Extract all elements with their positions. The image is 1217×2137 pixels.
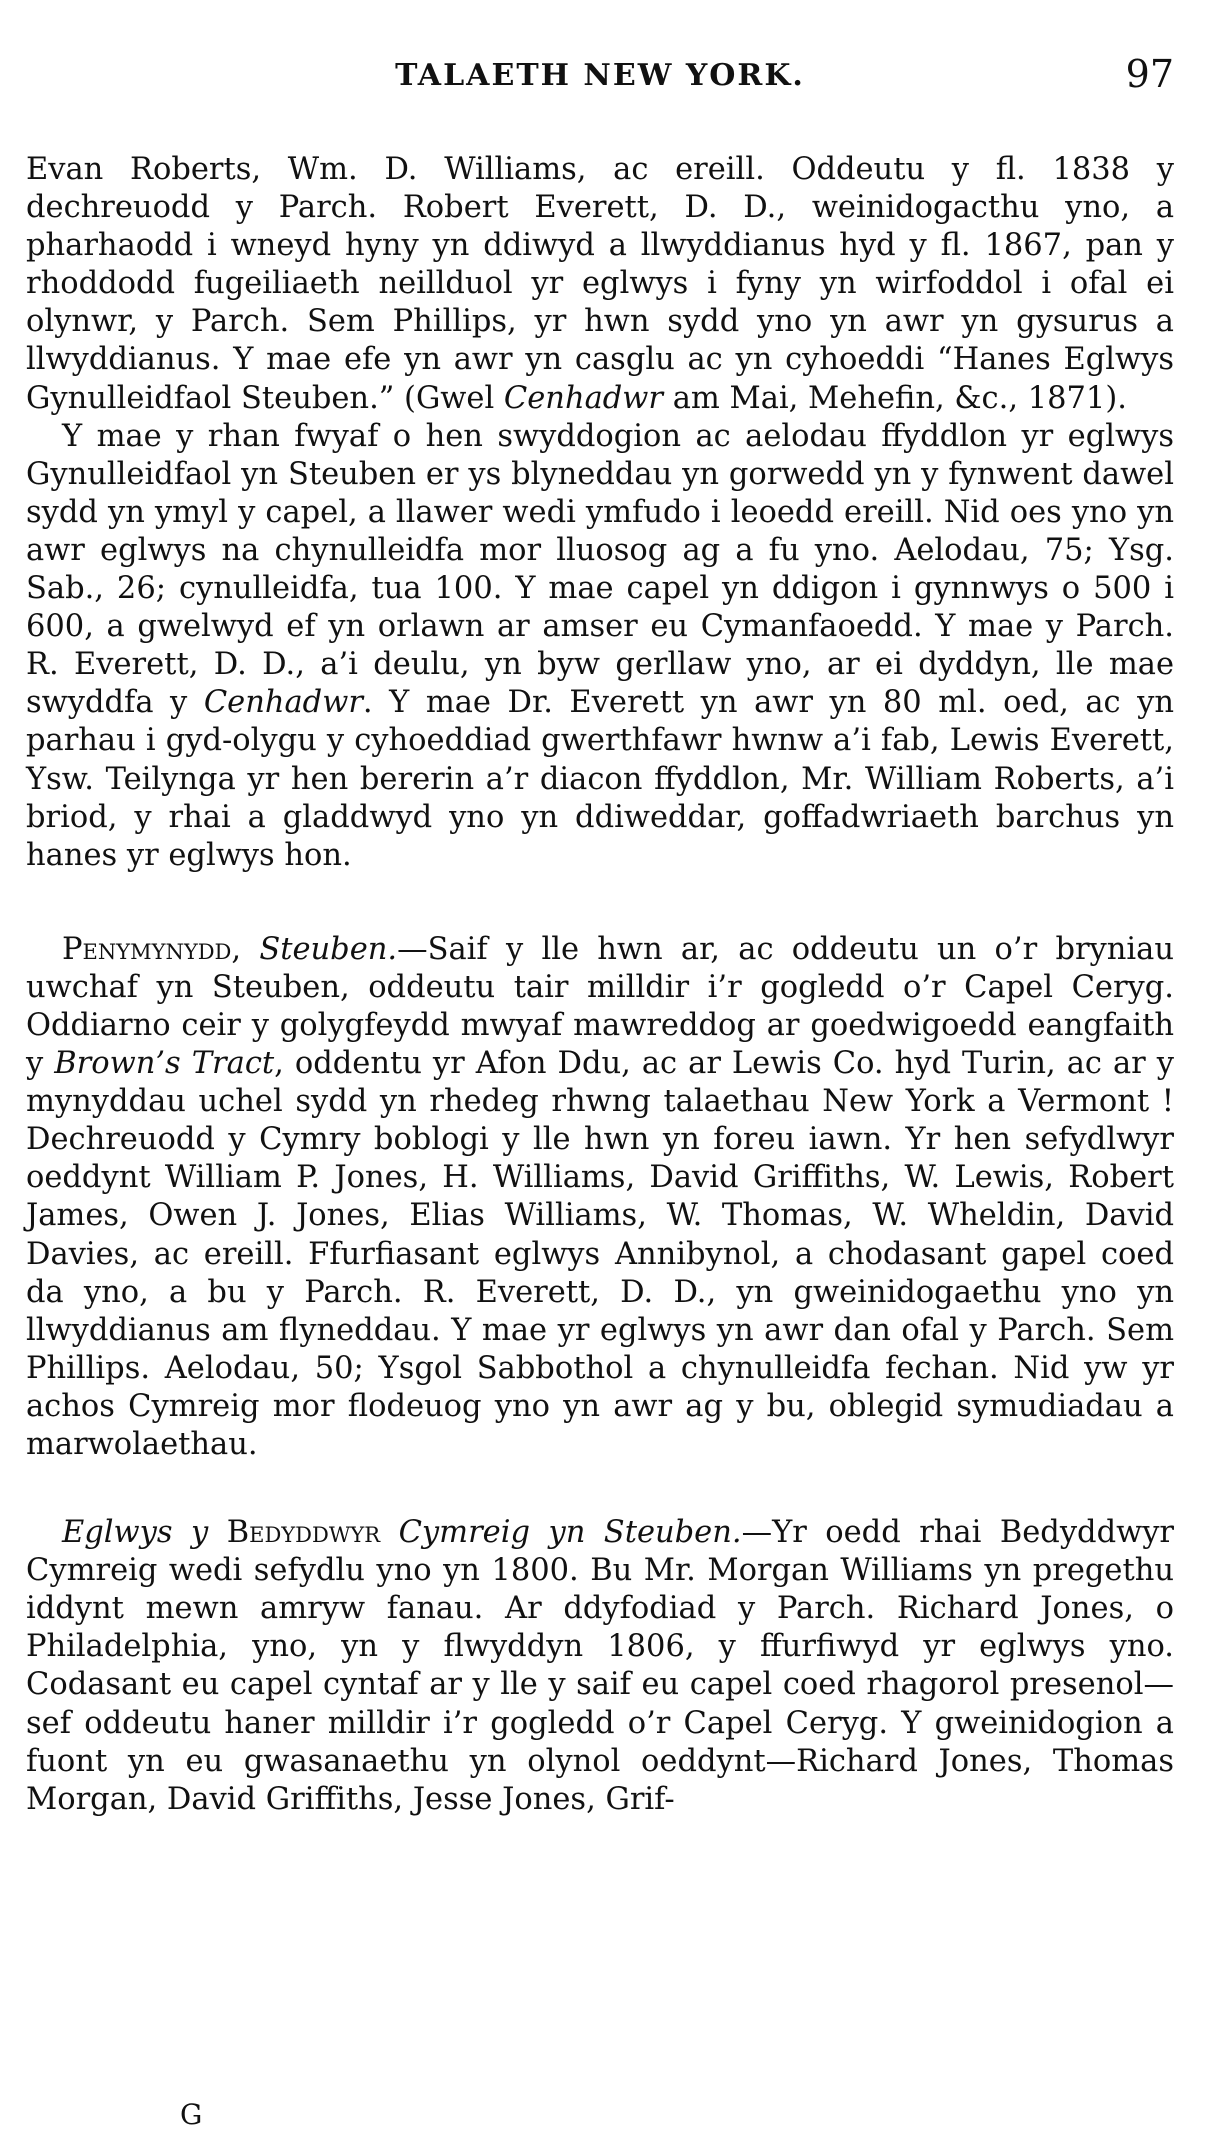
section-heading-suffix: Cymreig yn Steuben. [398, 1515, 742, 1551]
paragraph-text: , oddentu yr Afon Ddu, ac ar Lewis Co. hyd Turin, ac ar y mynyddau uchel sydd yn rhedeg rhwng talaethau New York a Vermont ! Dechreuodd y Cymry boblogi y lle hwn yn foreu iawn. Yr hen sefydlwyr oeddynt William P. Jones, H. Williams, David Griffiths, W. Lewis, Robert James, Owen J. Jones, Elias Williams, W. Thomas, W. Wheldin, David Davies, ac ereill. Ffurfiasant eglwys Annibynol, a chodasant gapel coed da yno, a bu y Parch. R. Everett, D. D., yn gweinidogaethu yno yn llwyddianus am flyneddau. Y mae yr eglwys yn awr dan ofal y Parch. Sem Phillips. Aelodau, 50; Ysgol Sabbothol a chynulleidfa fechan. Nid yw yr achos Cymreig mor flodeuog yno yn awr ag y bu, oblegid symudiadau a marwolaethau. [26, 1046, 1174, 1462]
paragraph-text: —Saif y lle hwn ar, ac oddeutu un o’r bryniau uwchaf yn Steuben, oddeutu tair milldir i’r gogledd o’r Capel Ceryg. Oddiarno ceir y golygfeydd mwyaf mawreddog ar goedwigoedd eangfaith y [26, 931, 1175, 1082]
section-bedyddwyr [26, 1514, 1174, 1819]
section-heading-prefix: Eglwys y [62, 1515, 227, 1551]
page-number: 97 [1125, 52, 1174, 96]
paragraph-text: , [231, 931, 260, 967]
section-gap [26, 875, 1174, 931]
paragraph-text: Evan Roberts, Wm. D. Williams, ac ereill. Oddeutu y fl. 1838 y dechreuodd y Parch. Robert Everett, D. D., weinidogacthu yno, a pharhaodd i wneyd hyny yn ddiwyd a llwyddianus hyd y fl. 1867, pan y rhoddodd fugeiliaeth neillduol yr eglwys i fyny yn wirfoddol i ofal ei olynwr, y Parch. Sem Phillips, yr hwn sydd yno yn awr yn gysurus a llwyddianus. Y mae efe yn awr yn casglu ac yn cyhoeddi “Hanes Eglwys Gynulleidfaol Steuben.” (Gwel [26, 152, 1174, 416]
running-head [26, 52, 1174, 102]
paragraph-text [380, 1515, 398, 1550]
section-gap [26, 1464, 1174, 1514]
paragraph-text: . Y mae Dr. Everett yn awr yn 80 ml. oed, ac yn parhau i gyd-olygu y cyhoeddiad gwerthfawr hwnw a’i fab, Lewis Everett, Ysw. Teilynga yr hen bererin a’r diacon ffyddlon, Mr. William Roberts, a’i briod, y rhai a gladdwyd yno yn ddiweddar, goffadwriaeth barchus yn hanes yr eglwys hon. [26, 685, 1174, 873]
section-heading: Penymynydd [62, 931, 232, 967]
signature-mark: G [180, 2098, 203, 2131]
periodical-title: Cenhadwr [503, 380, 663, 416]
periodical-title: Cenhadwr [203, 685, 363, 721]
paragraph-continued [26, 151, 1174, 418]
paragraph-text: —Yr oedd rhai Bedyddwyr Cymreig wedi sefydlu yno yn 1800. Bu Mr. Morgan Williams yn pregethu iddynt mewn amryw fanau. Ar ddyfodiad y Parch. Richard Jones, o Philadelphia, yno, yn y flwyddyn 1806, y ffurfiwyd yr eglwys yno. Codasant eu capel cyntaf ar y lle y saif eu capel coed rhagorol presenol—sef oddeutu haner milldir i’r gogledd o’r Capel Ceryg. Y gweinidogion a fuont yn eu gwasanaethu yn olynol oeddynt—Richard Jones, Thomas Morgan, David Griffiths, Jesse Jones, Grif- [26, 1515, 1175, 1817]
paragraph-congregation [26, 418, 1174, 875]
paragraph-text: Y mae y rhan fwyaf o hen swyddogion ac aelodau ffyddlon yr eglwys Gynulleidfaol yn Steuben er ys blyneddau yn gorwedd yn y fynwent dawel sydd yn ymyl y capel, a llawer wedi ymfudo i leoedd ereill. Nid oes yno yn awr eglwys na chynulleidfa mor lluosog ag a fu yno. Aelodau, 75; Ysg. Sab., 26; cynulleidfa, tua 100. Y mae capel yn ddigon i gynnwys o 500 i 600, a gwelwyd ef yn orlawn ar amser eu Cymanfaoedd. Y mae y Parch. R. Everett, D. D., a’i deulu, yn byw gerllaw yno, ar ei dyddyn, lle mae swyddfa y [26, 418, 1174, 721]
section-place: Steuben. [259, 931, 398, 967]
body-text [26, 151, 1174, 1819]
place-name: Brown’s Tract [54, 1046, 275, 1082]
section-heading: Bedyddwyr [226, 1515, 381, 1551]
running-title: TALAETH NEW YORK. [395, 58, 805, 93]
paragraph-text: am Mai, Mehefin, &c., 1871). [663, 380, 1127, 416]
section-penymynydd [26, 931, 1174, 1464]
